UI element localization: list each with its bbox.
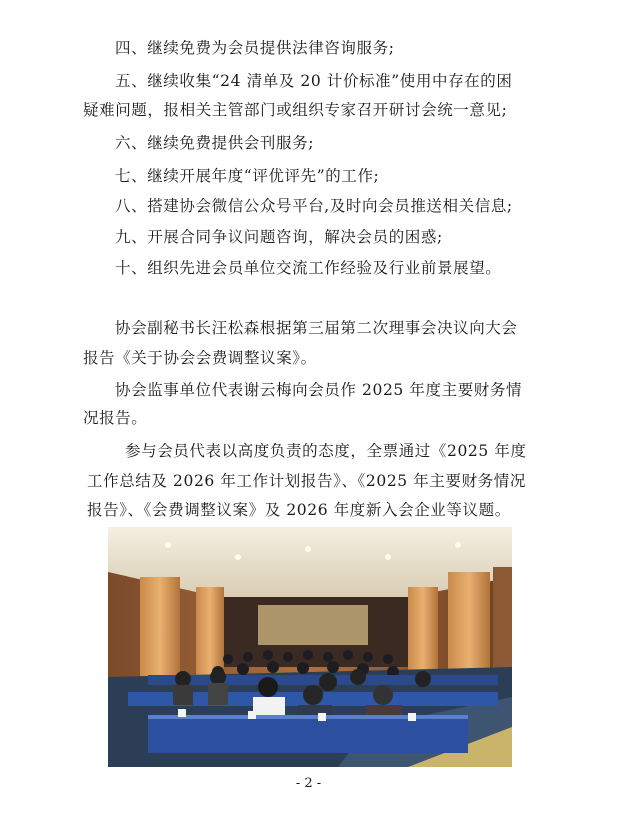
- line-5: 七、继续开展年度“评优评先”的工作;: [115, 167, 380, 185]
- line-15: 报告》、《会费调整议案》及 2026 年度新入会企业等议题。: [87, 501, 511, 519]
- line-1: 四、继续免费为会员提供法律咨询服务;: [115, 39, 395, 57]
- line-13: 参与会员代表以高度负责的态度，全票通过《2025 年度: [125, 442, 527, 460]
- conference-photo: [108, 527, 512, 767]
- line-3: 疑难问题，报相关主管部门或组织专家召开研讨会统一意见;: [83, 101, 508, 119]
- line-7: 九、开展合同争议问题咨询，解决会员的困惑;: [115, 228, 443, 246]
- line-11: 协会监事单位代表谢云梅向会员作 2025 年度主要财务情: [115, 381, 523, 399]
- line-8: 十、组织先进会员单位交流工作经验及行业前景展望。: [115, 259, 502, 277]
- page-number: - 2 -: [295, 776, 322, 791]
- line-2: 五、继续收集“24 清单及 20 计价标准”使用中存在的困: [115, 72, 513, 90]
- line-9: 协会副秘书长汪松森根据第三届第二次理事会决议向大会: [115, 319, 518, 337]
- line-10: 报告《关于协会会费调整议案》。: [83, 349, 317, 367]
- line-6: 八、搭建协会微信公众号平台,及时向会员推送相关信息;: [115, 197, 513, 215]
- line-4: 六、继续免费提供会刊服务;: [115, 134, 315, 152]
- line-12: 况报告。: [83, 409, 148, 427]
- line-14: 工作总结及 2026 年工作计划报告》、《2025 年主要财务情况: [87, 472, 526, 490]
